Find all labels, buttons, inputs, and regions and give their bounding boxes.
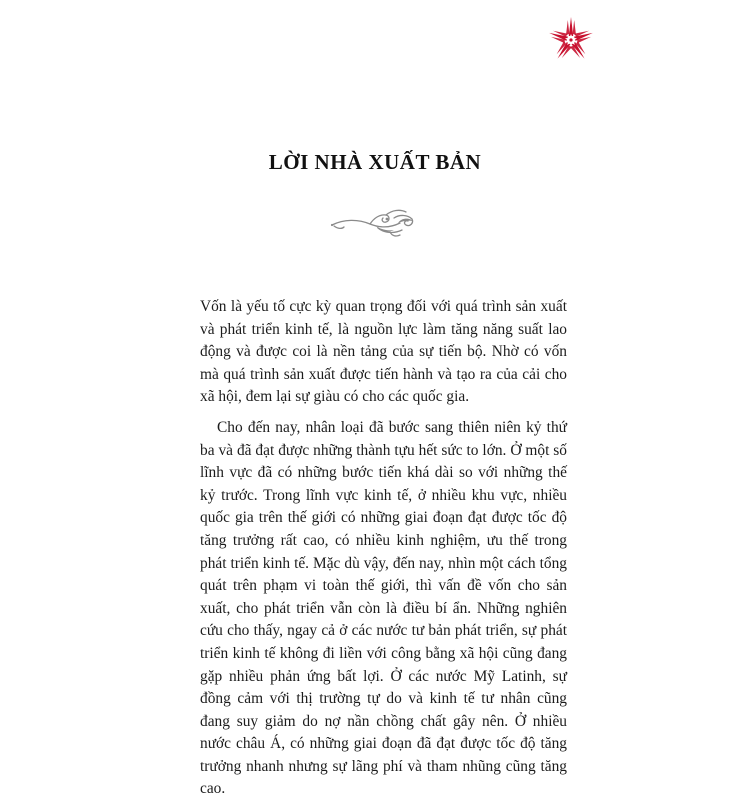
decorative-flourish-icon (330, 206, 416, 240)
page-title: LỜI NHÀ XUẤT BẢN (268, 150, 482, 174)
paragraph-1: Vốn là yếu tố cực kỳ quan trọng đối với quá trình sản xuất và phát triển kinh tế, là nguồn lực làm tăng năng suất lao động và được coi là nền tảng của sự tiến bộ. Nhờ có vốn mà quá trình sản xuất được tiến hành và tạo ra của cải cho xã hội, đem lại sự giàu có cho các quốc gia. (200, 298, 567, 406)
preface-body (200, 296, 567, 809)
publisher-logo-icon (546, 14, 596, 64)
paragraph-2: Cho đến nay, nhân loại đã bước sang thiên niên kỷ thứ ba và đã đạt được những thành tựu hết sức to lớn. Ở một số lĩnh vực đã có những bước tiến khá dài so với những thế kỷ trước. Trong lĩnh vực kinh tế, ở nhiều khu vực, nhiều quốc gia trên thế giới có những giai đoạn đạt được tốc độ tăng trưởng rất cao, có nhiều kinh nghiệm, ưu thế trong phát triển kinh tế. Mặc dù vậy, đến nay, nhìn một cách tổng quát trên phạm vi toàn thế giới, thì vấn đề vốn cho sản xuất, cho phát triển vẫn còn là điều bí ẩn. Những nghiên cứu cho thấy, ngay cả ở các nước tư bản phát triển, sự phát triển kinh tế không đi liền với công bằng xã hội cũng đang gặp nhiều phản ứng bất lợi. Ở các nước Mỹ Latinh, sự đồng cảm với thị trường tự do và kinh tế tư nhân cũng đang suy giảm do nợ nần chồng chất gây nên. Ở nhiều nước châu Á, có những giai đoạn đã đạt được tốc độ tăng trưởng nhanh nhưng sự lãng phí và tham nhũng cũng tăng cao. (200, 418, 567, 798)
